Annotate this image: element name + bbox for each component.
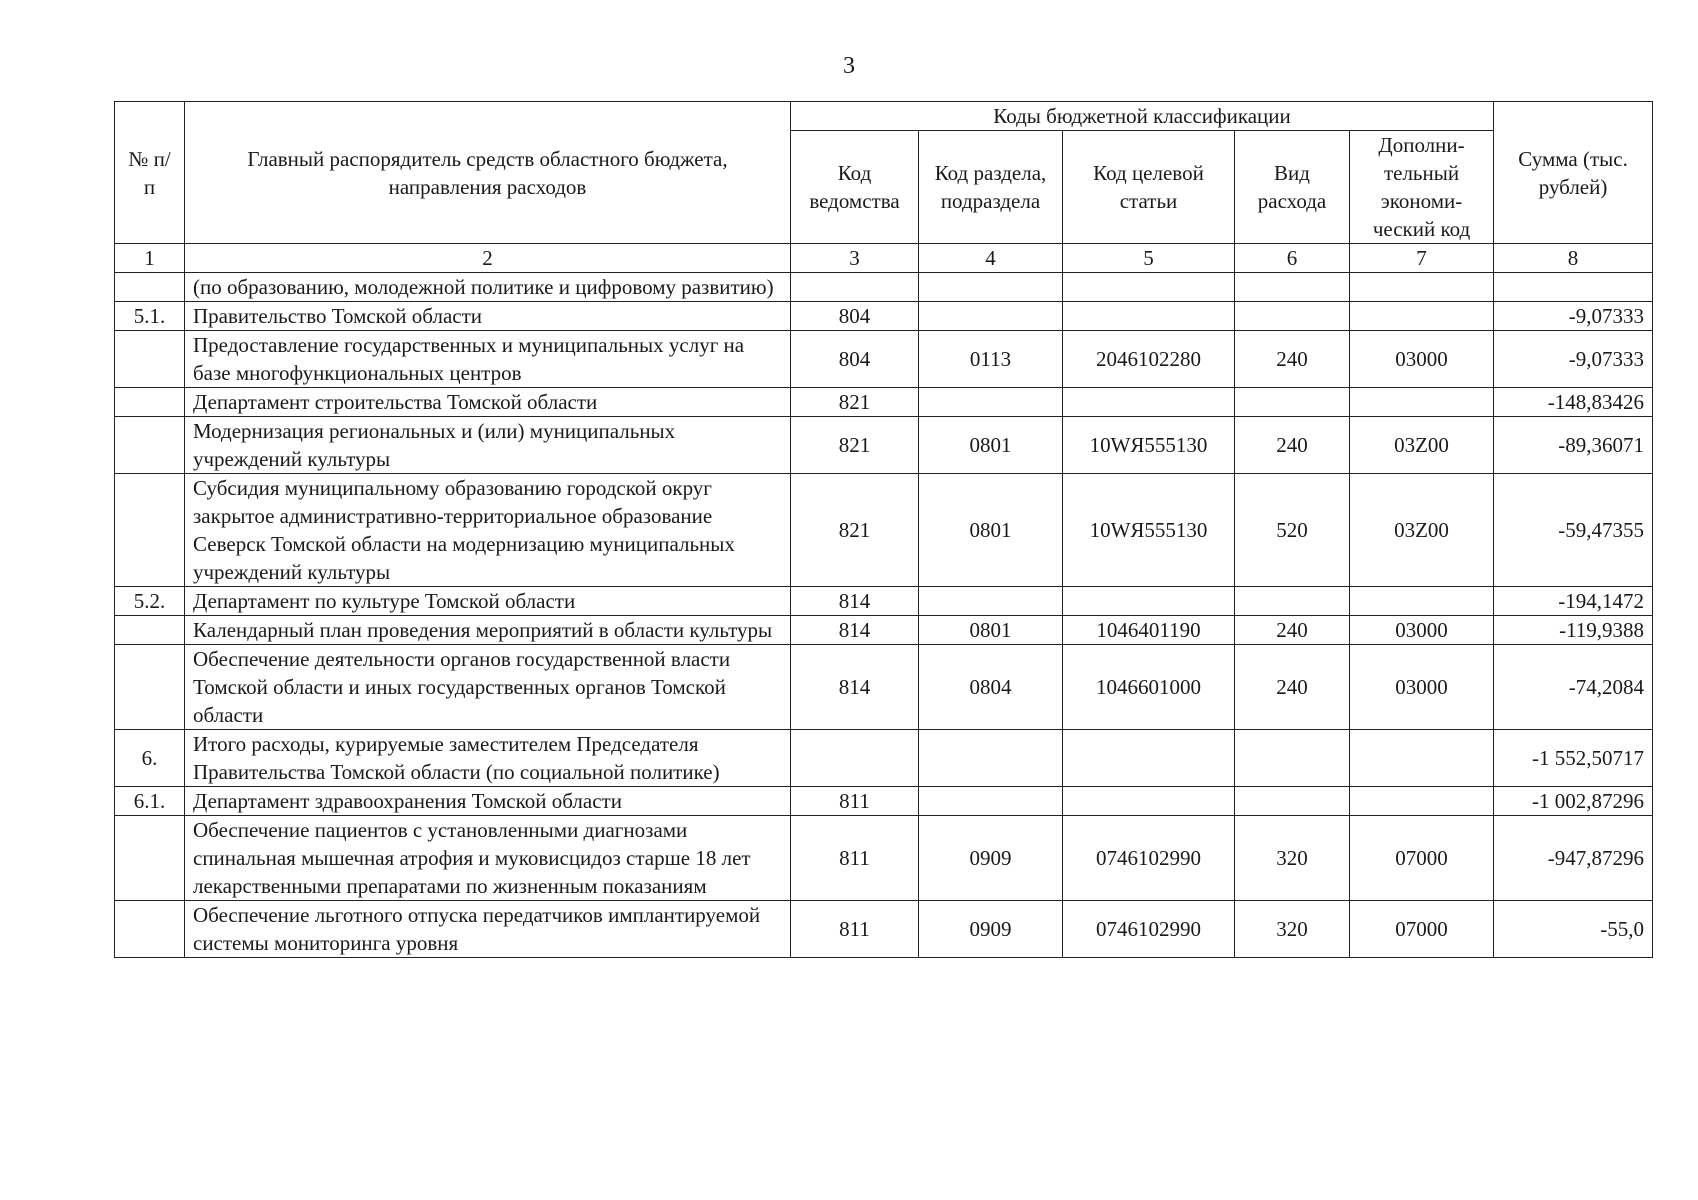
row-section-code: 0801 bbox=[919, 417, 1063, 474]
row-econ-code bbox=[1350, 273, 1494, 302]
row-expense-type: 240 bbox=[1235, 616, 1350, 645]
row-number bbox=[115, 816, 185, 901]
column-number: 4 bbox=[919, 244, 1063, 273]
row-econ-code bbox=[1350, 388, 1494, 417]
row-expense-type bbox=[1235, 273, 1350, 302]
header-codes-group: Коды бюджетной классификации bbox=[791, 102, 1494, 131]
row-section-code bbox=[919, 302, 1063, 331]
row-sum: -89,36071 bbox=[1494, 417, 1653, 474]
row-expense-type: 240 bbox=[1235, 417, 1350, 474]
row-expense-type bbox=[1235, 587, 1350, 616]
row-expense-type bbox=[1235, 787, 1350, 816]
row-name: Департамент строительства Томской области bbox=[185, 388, 791, 417]
row-econ-code: 03Z00 bbox=[1350, 417, 1494, 474]
row-number bbox=[115, 474, 185, 587]
row-section-code: 0909 bbox=[919, 816, 1063, 901]
row-section-code: 0113 bbox=[919, 331, 1063, 388]
table-row bbox=[115, 474, 1653, 587]
table-row bbox=[115, 616, 1653, 645]
header-target-code: Код целевой статьи bbox=[1063, 131, 1235, 244]
header-section-code: Код раздела, подраздела bbox=[919, 131, 1063, 244]
table-row bbox=[115, 587, 1653, 616]
row-dept-code: 804 bbox=[791, 331, 919, 388]
row-expense-type: 320 bbox=[1235, 901, 1350, 958]
row-target-code bbox=[1063, 587, 1235, 616]
row-sum bbox=[1494, 273, 1653, 302]
row-target-code: 10WЯ555130 bbox=[1063, 474, 1235, 587]
table-row bbox=[115, 901, 1653, 958]
row-expense-type: 320 bbox=[1235, 816, 1350, 901]
column-number: 5 bbox=[1063, 244, 1235, 273]
row-number: 6.1. bbox=[115, 787, 185, 816]
row-number bbox=[115, 388, 185, 417]
row-section-code bbox=[919, 388, 1063, 417]
column-number-row bbox=[115, 244, 1653, 273]
header-econ-code: Дополни-тельный экономи-ческий код bbox=[1350, 131, 1494, 244]
row-name: Обеспечение льготного отпуска передатчиков имплантируемой системы мониторинга уровня bbox=[185, 901, 791, 958]
row-dept-code: 814 bbox=[791, 616, 919, 645]
table-row bbox=[115, 273, 1653, 302]
row-expense-type bbox=[1235, 730, 1350, 787]
table-row bbox=[115, 645, 1653, 730]
row-dept-code: 821 bbox=[791, 388, 919, 417]
row-dept-code bbox=[791, 730, 919, 787]
row-econ-code bbox=[1350, 787, 1494, 816]
column-number: 7 bbox=[1350, 244, 1494, 273]
row-section-code bbox=[919, 730, 1063, 787]
header-sum: Сумма (тыс. рублей) bbox=[1494, 102, 1653, 244]
row-name: Департамент по культуре Томской области bbox=[185, 587, 791, 616]
header-expense-type: Вид расхода bbox=[1235, 131, 1350, 244]
page-number: 3 bbox=[843, 53, 855, 79]
row-sum: -9,07333 bbox=[1494, 331, 1653, 388]
row-section-code bbox=[919, 587, 1063, 616]
row-target-code: 1046401190 bbox=[1063, 616, 1235, 645]
row-econ-code: 03000 bbox=[1350, 645, 1494, 730]
row-dept-code: 814 bbox=[791, 587, 919, 616]
column-number: 3 bbox=[791, 244, 919, 273]
row-econ-code: 03000 bbox=[1350, 616, 1494, 645]
table-row bbox=[115, 331, 1653, 388]
row-sum: -947,87296 bbox=[1494, 816, 1653, 901]
header-num: № п/п bbox=[115, 102, 185, 244]
row-target-code bbox=[1063, 787, 1235, 816]
row-section-code: 0801 bbox=[919, 474, 1063, 587]
row-name: Обеспечение пациентов с установленными диагнозами спинальная мышечная атрофия и муковисцидоз старше 18 лет лекарственными препаратами по жизненным показаниям bbox=[185, 816, 791, 901]
row-name: Итого расходы, курируемые заместителем Председателя Правительства Томской области (по социальной политике) bbox=[185, 730, 791, 787]
row-name: Департамент здравоохранения Томской области bbox=[185, 787, 791, 816]
row-number bbox=[115, 417, 185, 474]
row-sum: -1 002,87296 bbox=[1494, 787, 1653, 816]
row-econ-code: 03Z00 bbox=[1350, 474, 1494, 587]
row-sum: -1 552,50717 bbox=[1494, 730, 1653, 787]
row-target-code: 0746102990 bbox=[1063, 901, 1235, 958]
row-target-code bbox=[1063, 388, 1235, 417]
row-target-code bbox=[1063, 273, 1235, 302]
row-name: Обеспечение деятельности органов государственной власти Томской области и иных государственных органов Томской области bbox=[185, 645, 791, 730]
column-number: 1 bbox=[115, 244, 185, 273]
row-expense-type: 240 bbox=[1235, 331, 1350, 388]
row-sum: -148,83426 bbox=[1494, 388, 1653, 417]
row-dept-code: 804 bbox=[791, 302, 919, 331]
row-target-code: 10WЯ555130 bbox=[1063, 417, 1235, 474]
row-number: 6. bbox=[115, 730, 185, 787]
row-number bbox=[115, 273, 185, 302]
row-number bbox=[115, 331, 185, 388]
table-row bbox=[115, 302, 1653, 331]
row-section-code bbox=[919, 787, 1063, 816]
table-row bbox=[115, 417, 1653, 474]
row-target-code: 0746102990 bbox=[1063, 816, 1235, 901]
row-dept-code: 811 bbox=[791, 816, 919, 901]
row-section-code: 0801 bbox=[919, 616, 1063, 645]
row-sum: -119,9388 bbox=[1494, 616, 1653, 645]
header-name: Главный распорядитель средств областного бюджета, направления расходов bbox=[185, 102, 791, 244]
row-dept-code: 811 bbox=[791, 901, 919, 958]
row-sum: -74,2084 bbox=[1494, 645, 1653, 730]
row-dept-code bbox=[791, 273, 919, 302]
column-number: 2 bbox=[185, 244, 791, 273]
budget-table bbox=[114, 101, 1653, 958]
row-section-code bbox=[919, 273, 1063, 302]
row-sum: -59,47355 bbox=[1494, 474, 1653, 587]
row-sum: -55,0 bbox=[1494, 901, 1653, 958]
row-econ-code bbox=[1350, 587, 1494, 616]
row-dept-code: 811 bbox=[791, 787, 919, 816]
row-section-code: 0804 bbox=[919, 645, 1063, 730]
row-name: Субсидия муниципальному образованию городской округ закрытое административно-территориальное образование Северск Томской области на модернизацию муниципальных учреждений культуры bbox=[185, 474, 791, 587]
row-econ-code bbox=[1350, 302, 1494, 331]
table-row bbox=[115, 787, 1653, 816]
table-row bbox=[115, 816, 1653, 901]
row-number bbox=[115, 901, 185, 958]
row-dept-code: 814 bbox=[791, 645, 919, 730]
row-name: Модернизация региональных и (или) муниципальных учреждений культуры bbox=[185, 417, 791, 474]
row-target-code bbox=[1063, 730, 1235, 787]
column-number: 6 bbox=[1235, 244, 1350, 273]
row-sum: -9,07333 bbox=[1494, 302, 1653, 331]
row-name: Календарный план проведения мероприятий в области культуры bbox=[185, 616, 791, 645]
row-econ-code: 03000 bbox=[1350, 331, 1494, 388]
row-number: 5.1. bbox=[115, 302, 185, 331]
row-sum: -194,1472 bbox=[1494, 587, 1653, 616]
row-section-code: 0909 bbox=[919, 901, 1063, 958]
row-expense-type bbox=[1235, 302, 1350, 331]
row-econ-code: 07000 bbox=[1350, 816, 1494, 901]
row-number bbox=[115, 645, 185, 730]
row-name: Предоставление государственных и муниципальных услуг на базе многофункциональных центров bbox=[185, 331, 791, 388]
row-expense-type bbox=[1235, 388, 1350, 417]
row-target-code: 2046102280 bbox=[1063, 331, 1235, 388]
row-name: (по образованию, молодежной политике и цифровому развитию) bbox=[185, 273, 791, 302]
table-row bbox=[115, 388, 1653, 417]
header-dept-code: Код ведомства bbox=[791, 131, 919, 244]
row-dept-code: 821 bbox=[791, 417, 919, 474]
row-target-code: 1046601000 bbox=[1063, 645, 1235, 730]
table-row bbox=[115, 730, 1653, 787]
row-expense-type: 520 bbox=[1235, 474, 1350, 587]
row-expense-type: 240 bbox=[1235, 645, 1350, 730]
row-econ-code bbox=[1350, 730, 1494, 787]
row-target-code bbox=[1063, 302, 1235, 331]
row-dept-code: 821 bbox=[791, 474, 919, 587]
row-name: Правительство Томской области bbox=[185, 302, 791, 331]
row-number bbox=[115, 616, 185, 645]
row-number: 5.2. bbox=[115, 587, 185, 616]
row-econ-code: 07000 bbox=[1350, 901, 1494, 958]
column-number: 8 bbox=[1494, 244, 1653, 273]
